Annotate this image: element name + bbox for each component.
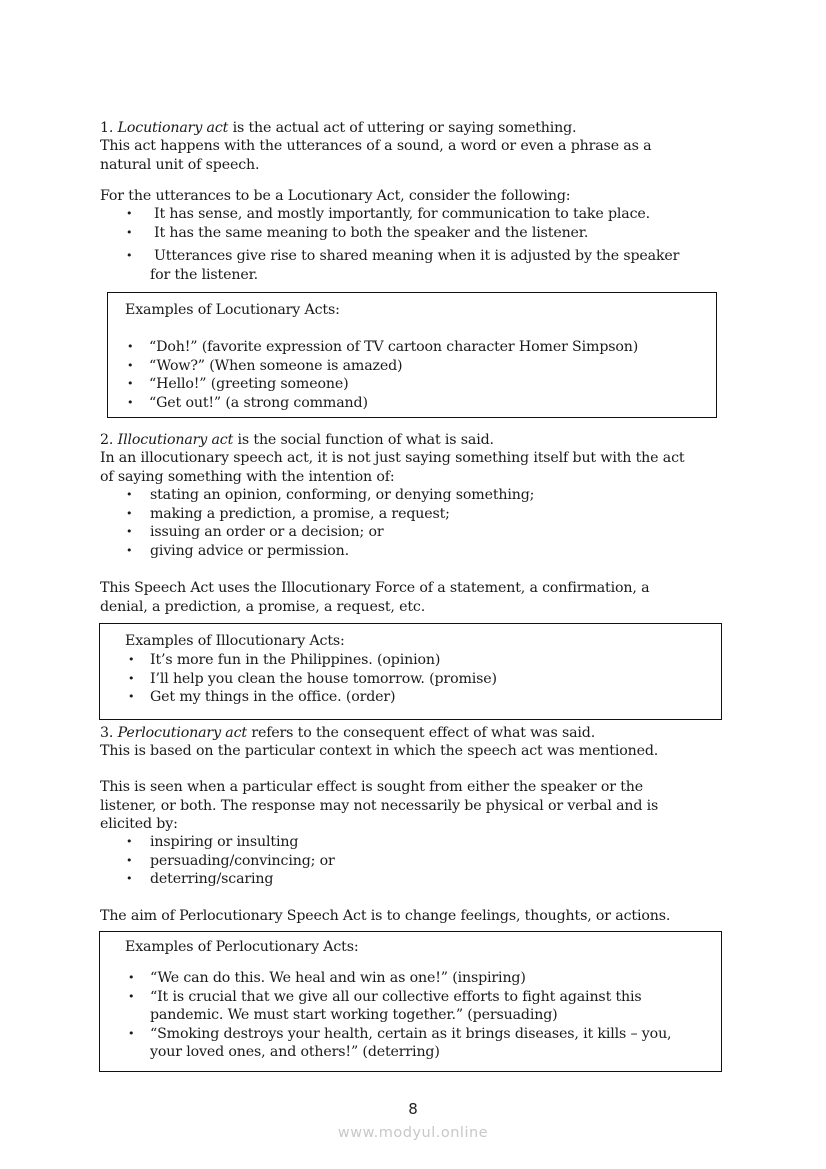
bullet-icon: • <box>127 377 134 390</box>
list-item-text: issuing an order or a decision; or <box>150 524 384 540</box>
section2-bullet-list <box>126 486 535 560</box>
list-item-text: stating an opinion, conforming, or denying something; <box>150 487 535 503</box>
list-item-text: deterring/scaring <box>150 871 274 887</box>
text-line: elicited by: <box>100 816 178 832</box>
illocutionary-force-paragraph <box>100 579 730 616</box>
bullet-icon: • <box>128 653 135 666</box>
bullet-icon: • <box>126 835 133 848</box>
bullet-icon: • <box>126 249 133 262</box>
text-line: natural unit of speech. <box>100 156 260 173</box>
bullet-icon: • <box>128 971 135 984</box>
list-item-text: your loved ones, and others!” (deterring) <box>150 1044 440 1060</box>
list-item-continuation <box>150 1006 671 1025</box>
list-item-text: “Hello!” (greeting someone) <box>149 376 349 392</box>
page-number: 8 <box>408 1100 418 1118</box>
list-item <box>128 969 671 988</box>
examples-box-title: Examples of Illocutionary Acts: <box>125 633 345 649</box>
text-line: This is seen when a particular effect is sought from either the speaker or the <box>100 779 643 795</box>
bullet-icon: • <box>127 358 134 372</box>
list-item <box>127 394 638 413</box>
list-item-text: inspiring or insulting <box>150 834 299 850</box>
text-line: This act happens with the utterances of a sound, a word or even a phrase as a <box>100 138 652 154</box>
perlocutionary-examples-box <box>99 931 722 1072</box>
section2-term: Illocutionary act <box>117 432 234 448</box>
examples-list <box>127 338 639 412</box>
list-item-text: “It is crucial that we give all our collective efforts to fight against this <box>150 988 642 1005</box>
section1-intro: For the utterances to be a Locutionary Act, consider the following: <box>100 188 571 204</box>
list-item <box>126 205 679 224</box>
section1-heading <box>100 119 576 138</box>
list-item <box>126 224 679 243</box>
watermark: www.modyul.online <box>337 1125 489 1141</box>
list-item-text: for the listener. <box>150 266 258 283</box>
list-item-text: pandemic. We must start working together.” (persuading) <box>150 1007 558 1023</box>
bullet-icon: • <box>127 340 134 353</box>
list-item <box>126 870 335 889</box>
examples-box-title: Examples of Locutionary Acts: <box>125 302 340 318</box>
list-item-text: giving advice or permission. <box>150 542 350 559</box>
list-item <box>126 542 534 561</box>
bullet-icon: • <box>128 690 135 703</box>
list-item <box>128 688 497 707</box>
list-item <box>127 375 638 394</box>
bullet-icon: • <box>126 488 133 501</box>
list-item <box>128 1025 672 1044</box>
perlocutionary-aim: The aim of Perlocutionary Speech Act is to change feelings, thoughts, or actions. <box>100 908 671 924</box>
section1-term: Locutionary act <box>117 120 229 136</box>
list-item-text: Utterances give rise to shared meaning when it is adjusted by the speaker <box>154 248 680 264</box>
list-item-text: “Smoking destroys your health, certain as it brings diseases, it kills – you, <box>150 1025 672 1042</box>
section1-number: 1. <box>100 120 118 136</box>
list-item <box>127 338 639 357</box>
list-item-text: It has sense, and mostly importantly, for communication to take place. <box>154 206 650 222</box>
list-item-text: It’s more fun in the Philippines. (opinion) <box>150 652 441 668</box>
list-item <box>126 833 335 852</box>
section2-definition: is the social function of what is said. <box>233 432 494 448</box>
list-item-text: I’ll help you clean the house tomorrow. (promise) <box>150 670 497 687</box>
section3-term: Perlocutionary act <box>117 725 247 741</box>
list-item-text: Get my things in the office. (order) <box>150 689 396 705</box>
list-item-continuation <box>150 1043 671 1062</box>
examples-list <box>128 969 672 1062</box>
list-item-continuation <box>150 266 679 285</box>
perlocutionary-effect-paragraph <box>100 778 730 834</box>
bullet-icon: • <box>127 395 134 409</box>
section3-heading <box>100 724 595 743</box>
bullet-icon: • <box>126 525 133 538</box>
list-item-text: “Doh!” (favorite expression of TV cartoon character Homer Simpson) <box>149 339 639 355</box>
list-item <box>126 523 534 542</box>
examples-box-title: Examples of Perlocutionary Acts: <box>125 939 359 955</box>
section1-description <box>100 137 730 174</box>
list-item-text: persuading/convincing; or <box>150 852 335 869</box>
bullet-icon: • <box>126 872 133 885</box>
section3-number: 3. <box>100 725 118 741</box>
bullet-icon: • <box>126 853 133 867</box>
list-item-text: “We can do this. We heal and win as one!” (inspiring) <box>150 970 526 986</box>
list-item <box>128 670 497 689</box>
list-item-text: It has the same meaning to both the speaker and the listener. <box>154 224 589 241</box>
text-line: listener, or both. The response may not necessarily be physical or verbal and is <box>100 797 659 814</box>
text-line: of saying something with the intention of: <box>100 468 395 485</box>
section1-bullet-list <box>126 205 680 284</box>
list-item <box>128 988 671 1007</box>
bullet-icon: • <box>126 506 133 520</box>
section2-description <box>100 449 730 486</box>
list-item <box>126 852 335 871</box>
section2-heading <box>100 431 494 450</box>
list-item-text: making a prediction, a promise, a request; <box>150 505 450 522</box>
bullet-icon: • <box>128 989 135 1003</box>
list-item <box>126 247 680 266</box>
text-line: denial, a prediction, a promise, a request, etc. <box>100 598 426 615</box>
examples-list <box>128 651 497 707</box>
bullet-icon: • <box>128 671 135 685</box>
list-item <box>126 505 534 524</box>
section3-description: This is based on the particular context in which the speech act was mentioned. <box>100 743 659 759</box>
bullet-icon: • <box>126 543 133 557</box>
illocutionary-examples-box <box>99 623 722 720</box>
text-line: This Speech Act uses the Illocutionary Force of a statement, a confirmation, a <box>100 580 650 596</box>
list-item <box>127 357 638 376</box>
bullet-icon: • <box>126 225 133 239</box>
section3-definition: refers to the consequent effect of what was said. <box>246 725 596 741</box>
list-item <box>128 651 497 670</box>
bullet-icon: • <box>128 1026 135 1040</box>
section2-number: 2. <box>100 432 118 448</box>
locutionary-examples-box <box>107 292 717 418</box>
list-item-text: “Get out!” (a strong command) <box>149 394 368 411</box>
section3-bullet-list <box>126 833 335 889</box>
section1-definition: is the actual act of uttering or saying something. <box>228 120 577 136</box>
bullet-icon: • <box>126 207 133 220</box>
list-item <box>126 486 535 505</box>
text-line: In an illocutionary speech act, it is not just saying something itself but with the act <box>100 450 685 466</box>
list-item-text: “Wow?” (When someone is amazed) <box>149 357 403 374</box>
